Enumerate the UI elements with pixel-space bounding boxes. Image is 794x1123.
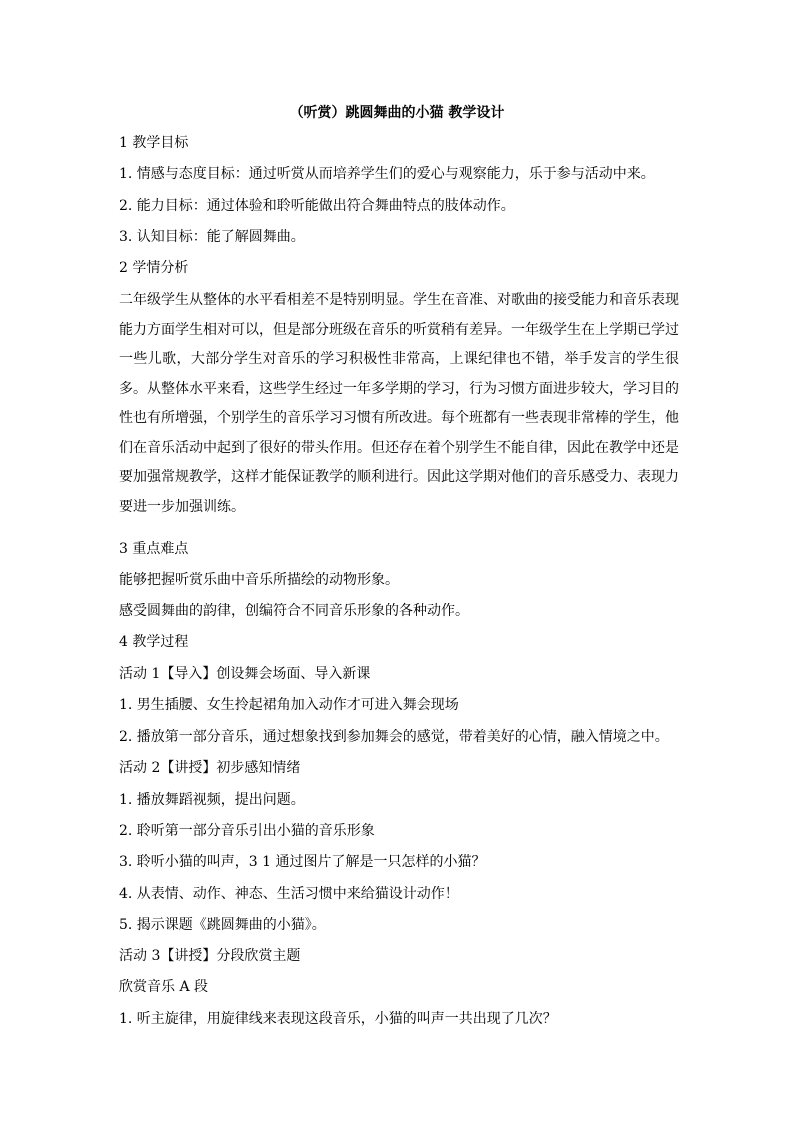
- section-heading-keypoints: 3 重点难点: [119, 541, 189, 557]
- section-heading-process: 4 教学过程: [119, 634, 189, 650]
- activity-3-heading: 活动 3【讲授】分段欣赏主题: [119, 948, 301, 964]
- keypoint-item-1: 能够把握听赏乐曲中音乐所描绘的动物形象。: [119, 572, 399, 588]
- activity-2-item-4: 4. 从表情、动作、神态、生活习惯中来给猫设计动作！: [119, 886, 459, 902]
- activity-1-item-1: 1. 男生插腰、女生拎起裙角加入动作才可进入舞会现场: [119, 697, 459, 713]
- section-heading-analysis: 2 学情分析: [119, 260, 189, 276]
- activity-3-item-1: 1. 听主旋律，用旋律线来表现这段音乐，小猫的叫声一共出现了几次？: [119, 1011, 557, 1027]
- activity-2-heading: 活动 2【讲授】初步感知情绪: [119, 760, 301, 776]
- activity-2-item-3: 3. 聆听小猫的叫声，3 1 通过图片了解是一只怎样的小猫？: [119, 854, 486, 870]
- goal-item-1: 1. 情感与态度目标：通过听赏从而培养学生们的爱心与观察能力，乐于参与活动中来。: [119, 166, 655, 182]
- keypoint-item-2: 感受圆舞曲的韵律，创编符合不同音乐形象的各种动作。: [119, 603, 469, 619]
- activity-2-item-2: 2. 聆听第一部分音乐引出小猫的音乐形象: [119, 823, 375, 839]
- activity-1-heading: 活动 1【导入】创设舞会场面、导入新课: [119, 666, 371, 682]
- section-heading-goals: 1 教学目标: [119, 135, 189, 151]
- document-title: （听赏）跳圆舞曲的小猫 教学设计: [289, 105, 505, 121]
- activity-1-item-2: 2. 播放第一部分音乐，通过想象找到参加舞会的感觉，带着美好的心情，融入情境之中。: [119, 729, 669, 745]
- activity-2-item-5: 5. 揭示课题《跳圆舞曲的小猫》。: [119, 917, 326, 933]
- goal-item-2: 2. 能力目标：通过体验和聆听能做出符合舞曲特点的肢体动作。: [119, 198, 515, 214]
- analysis-paragraph: 二年级学生从整体的水平看相差不是特别明显。学生在音准、对歌曲的接受能力和音乐表现能力方面学生相对可以，但是部分班级在音乐的听赏稍有差异。一年级学生在上学期已学过一些儿歌，大部分学生对音乐的学习积极性非常高，上课纪律也不错，举手发言的学生很多。从整体水平来看，这些学生经过一年多学期的学习，行为习惯方面进步较大，学习目的性也有所增强，个别学生的音乐学习习惯有所改进。每个班都有一些表现非常棒的学生，他们在音乐活动中起到了很好的带头作用。但还存在着个别学生不能自律，因此在教学中还是要加强常规教学，这样才能保证教学的顺利进行。因此这学期对他们的音乐感受力、表现力要进一步加强训练。: [119, 292, 679, 515]
- activity-3-subheading: 欣赏音乐 A 段: [119, 979, 209, 995]
- goal-item-3: 3. 认知目标：能了解圆舞曲。: [119, 229, 305, 245]
- activity-2-item-1: 1. 播放舞蹈视频，提出问题。: [119, 792, 305, 808]
